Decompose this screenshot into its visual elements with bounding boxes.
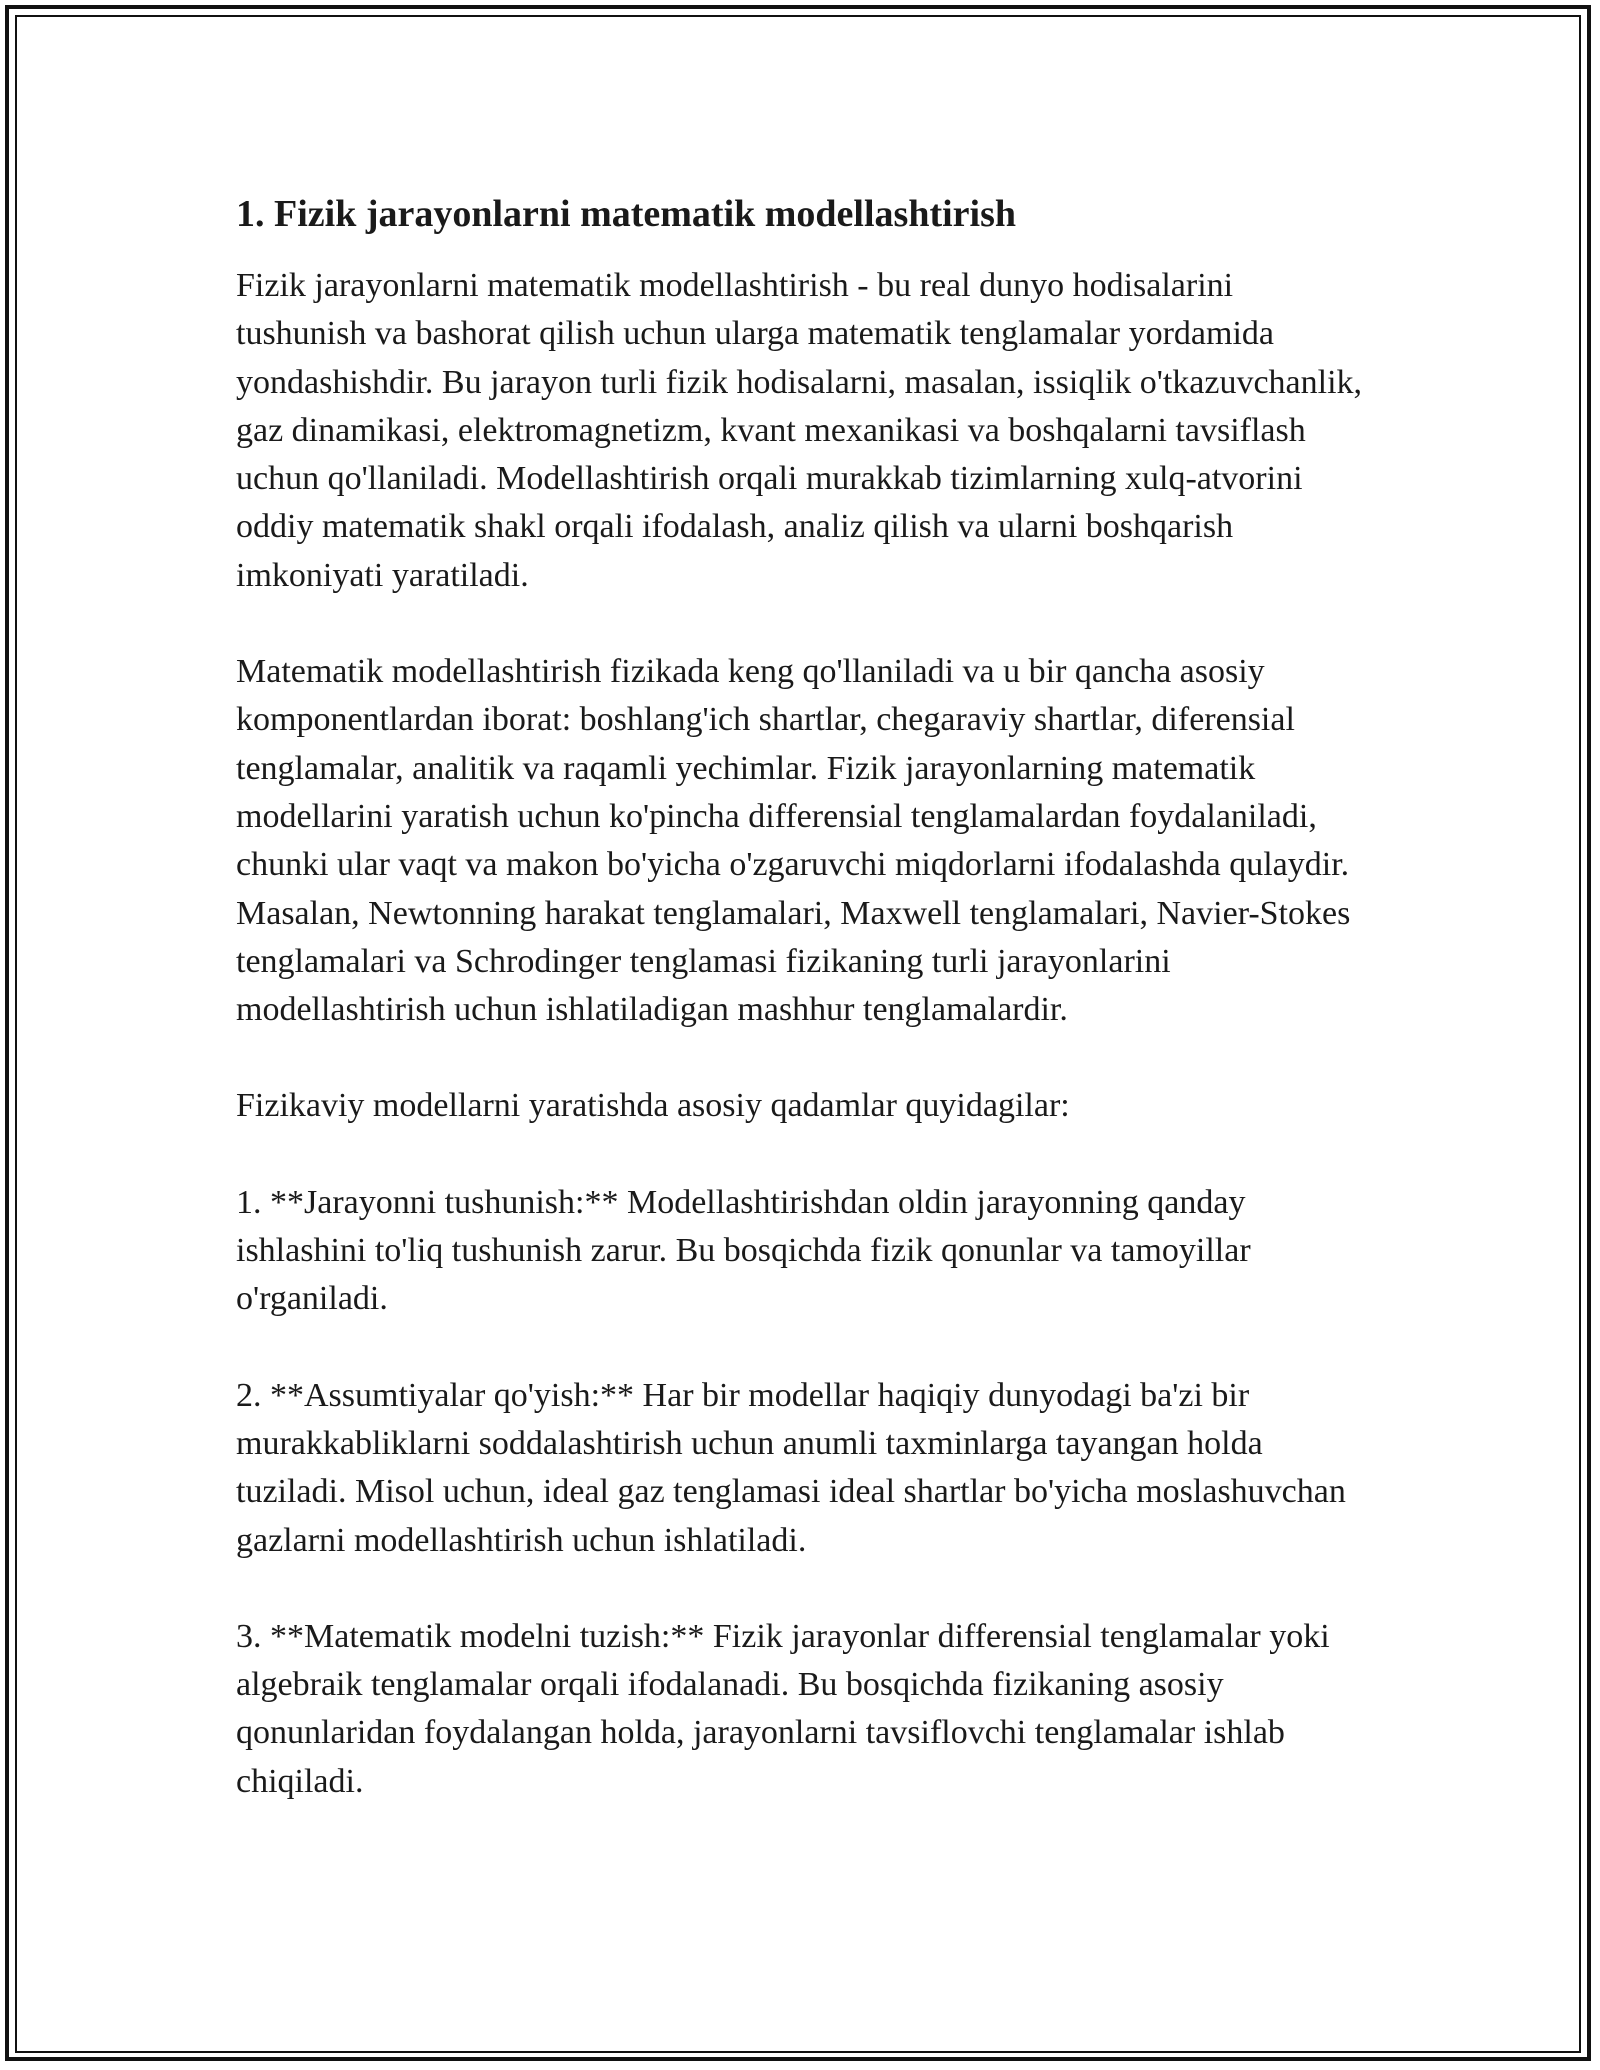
paragraph-steps-intro: Fizikaviy modellarni yaratishda asosiy qadamlar quyidagilar: bbox=[236, 1087, 1070, 1125]
list-item-step-1: 1. **Jarayonni tushunish:** Modellashtirishdan oldin jarayonning qanday ishlashini to'liq tushunish zarur. Bu bosqichda fizik qonunlar va tamoyillar o'rganiladi. bbox=[236, 1183, 1251, 1318]
paragraph-components: Matematik modellashtirish fizikada keng qo'llaniladi va u bir qancha asosiy komponentlardan iborat: boshlang'ich shartlar, chegaraviy shartlar, diferensial tenglamalar, analitik va raqamli yechimlar. Fizik jarayonlarning matematik modellarini yaratish uchun ko'pincha differensial tenglamalardan foydalaniladi, chunki ular vaqt va makon bo'yicha o'zgaruvchi miqdorlarni ifodalashda qulaydir. Masalan, Newtonning harakat tenglamalari, Maxwell tenglamalari, Navier-Stokes tenglamalari va Schrodinger tenglamasi fizikaning turli jarayonlarini modellashtirish uchun ishlatiladigan mashhur tenglamalardir. bbox=[236, 653, 1351, 1029]
section-heading: 1. Fizik jarayonlarni matematik modellashtirish bbox=[236, 193, 1017, 235]
list-item-step-2: 2. **Assumtiyalar qo'yish:** Har bir modellar haqiqiy dunyodagi ba'zi bir murakkabliklarni soddalashtirish uchun anumli taxminlarga tayangan holda tuziladi. Misol uchun, ideal gaz tenglamasi ideal shartlar bo'yicha moslashuvchan gazlarni modellashtirish uchun ishlatiladi. bbox=[236, 1376, 1346, 1559]
document-body bbox=[236, 186, 1366, 1806]
list-item-step-3: 3. **Matematik modelni tuzish:** Fizik jarayonlar differensial tenglamalar yoki algebraik tenglamalar orqali ifodalanadi. Bu bosqichda fizikaning asosiy qonunlaridan foydalangan holda, jarayonlarni tavsiflovchi tenglamalar ishlab chiqiladi. bbox=[236, 1617, 1330, 1800]
paragraph-intro: Fizik jarayonlarni matematik modellashtirish - bu real dunyo hodisalarini tushunish va bashorat qilish uchun ularga matematik tenglamalar yordamida yondashishdir. Bu jarayon turli fizik hodisalarni, masalan, issiqlik o'tkazuvchanlik, gaz dinamikasi, elektromagnetizm, kvant mexanikasi va boshqalarni tavsiflash uchun qo'llaniladi. Modellashtirish orqali murakkab tizimlarning xulq-atvorini oddiy matematik shakl orqali ifodalash, analiz qilish va ularni boshqarish imkoniyati yaratiladi. bbox=[236, 267, 1363, 594]
